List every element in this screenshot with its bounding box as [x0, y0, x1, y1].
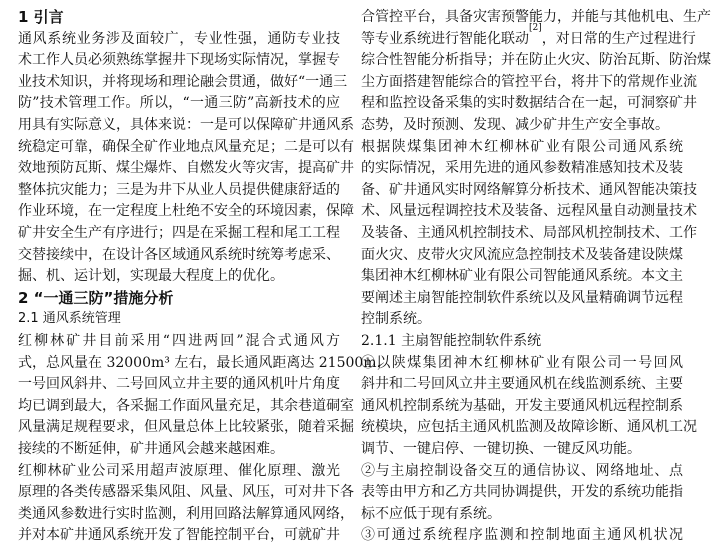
text-line: 控制系统。	[361, 311, 431, 328]
text-line: 程和监控设备采集的实时数据结合在一起，可洞察矿井	[361, 95, 697, 112]
text-line: 术、风量远程调控技术及装备、远程风量自动测量技术	[361, 203, 697, 220]
text-line: 根据陕煤集团神木红柳林矿业有限公司通风系统	[361, 138, 683, 155]
text-line: 尘方面搭建智能综合的管控平台，将井下的常规作业流	[361, 73, 697, 90]
text-line: 备、矿井通风实时网络解算分析技术、通风智能决策技	[361, 181, 697, 198]
section-heading: 2.1.1 主扇智能控制软件系统	[361, 333, 542, 349]
text-line: 通风机控制系统为基础，开发主要通风机远程控制系	[361, 397, 683, 414]
text-line: 面火灾、皮带火灾风流应急控制技术及装备建设陕煤	[361, 246, 683, 263]
text-line: 红柳林矿业公司采用超声波原理、催化原理、激光	[18, 462, 340, 479]
text-line: 统模块，应包括主通风机监测及故障诊断、通风机工况	[361, 419, 697, 436]
section-heading: 2.1 通风系统管理	[18, 311, 121, 327]
text-line: 要阐述主扇智能控制软件系统以及风量精确调节远程	[361, 289, 683, 306]
text-line: 一号回风斜井、二号回风立井主要的通风机叶片角度	[18, 376, 340, 393]
text-line: 掘、机、运计划，实现最大程度上的优化。	[18, 268, 284, 285]
text-line: 整体抗灾能力；三是为井下从业人员提供健康舒适的	[18, 181, 340, 198]
text-line: 作业环境，在一定程度上杜绝不安全的环境因素，保障	[18, 203, 354, 220]
text-line: 标不应低于现有系统。	[361, 505, 501, 522]
text-line: 术工作人员必须熟练掌握井下现场实际情况，掌握专	[18, 52, 340, 69]
text-line: 原理的各类传感器采集风阻、风量、风压，可对井下各	[18, 484, 354, 501]
text-line: 集团神木红柳林矿业有限公司智能通风系统。本文主	[361, 268, 683, 285]
text-line: 交替接续中，在设计各区域通风系统时统筹考虑采、	[18, 246, 340, 263]
text-line: 调节、一键启停、一键切换、一键反风功能。	[361, 441, 641, 457]
text-line: 风量满足规程要求，但风量总体上比较紧张，随着采掘	[18, 419, 354, 436]
section-heading: 2 “一通三防”措施分析	[18, 288, 174, 307]
text-line: 并对本矿井通风系统开发了智能控制平台，可就矿井	[18, 527, 340, 544]
text-line: 式，总风量在 32000m³ 左右，最长通风距离达 21500m，	[18, 354, 391, 371]
text-line: 防”技术管理工作。所以，“一通三防”高新技术的应	[18, 95, 340, 112]
text-line: 及装备、主通风机控制技术、局部风机控制技术、工作	[361, 225, 697, 241]
text-line: 红柳林矿井目前采用“四进两回”混合式通风方	[18, 333, 340, 349]
text-line: 统稳定可靠，确保全矿作业地点风量充足；二是可以有	[18, 138, 354, 155]
text-line: 业技术知识，并将现场和理论融会贯通，做好“一通三	[18, 73, 348, 90]
text-line: 的实际情况，采用先进的通风参数精准感知技术及装	[361, 160, 683, 177]
text-line: ①以陕煤集团神木红柳林矿业有限公司一号回风	[361, 354, 683, 371]
text-line: 等专业系统进行智能化联动[2]，对日常的生产过程进行	[361, 22, 696, 47]
text-line: 均已调到最大，各采掘工作面风量充足，其余巷道硐室	[18, 397, 354, 414]
text-line: 用具有实际意义，具体来说：一是可以保障矿井通风系	[18, 117, 354, 133]
text-line: 接续的不断延伸，矿井通风会越来越困难。	[18, 441, 284, 457]
text-line: 通风系统业务涉及面较广，专业性强，通防专业技	[18, 30, 340, 47]
text-line: 态势，及时预测、发现、减少矿井生产安全事故。	[361, 117, 669, 133]
section-heading: 1 引言	[18, 8, 64, 26]
text-line: 类通风参数进行实时监测，利用回路法解算通风网络，	[18, 505, 354, 522]
text-line: 合管控平台，具备灾害预警能力，并能与其他机电、生产	[361, 9, 711, 25]
text-line: 效地预防瓦斯、煤尘爆炸、自燃发火等灾害，提高矿井	[18, 160, 354, 177]
text-line: ②与主扇控制设备交互的通信协议、网络地址、点	[361, 462, 683, 479]
text-line: 表等由甲方和乙方共同协调提供，开发的系统功能指	[361, 484, 683, 501]
text-line: 斜井和二号回风立井主要通风机在线监测系统、主要	[361, 376, 683, 393]
text-line: 综合性智能分析指导；并在防止火灾、防治瓦斯、防治煤	[361, 52, 711, 69]
text-line: 矿井安全生产有序进行；四是在采掘工程和尾工工程	[18, 225, 340, 241]
citation-marker: [2]	[529, 22, 542, 33]
text-line: ③可通过系统程序监测和控制地面主通风机状况	[361, 527, 683, 544]
